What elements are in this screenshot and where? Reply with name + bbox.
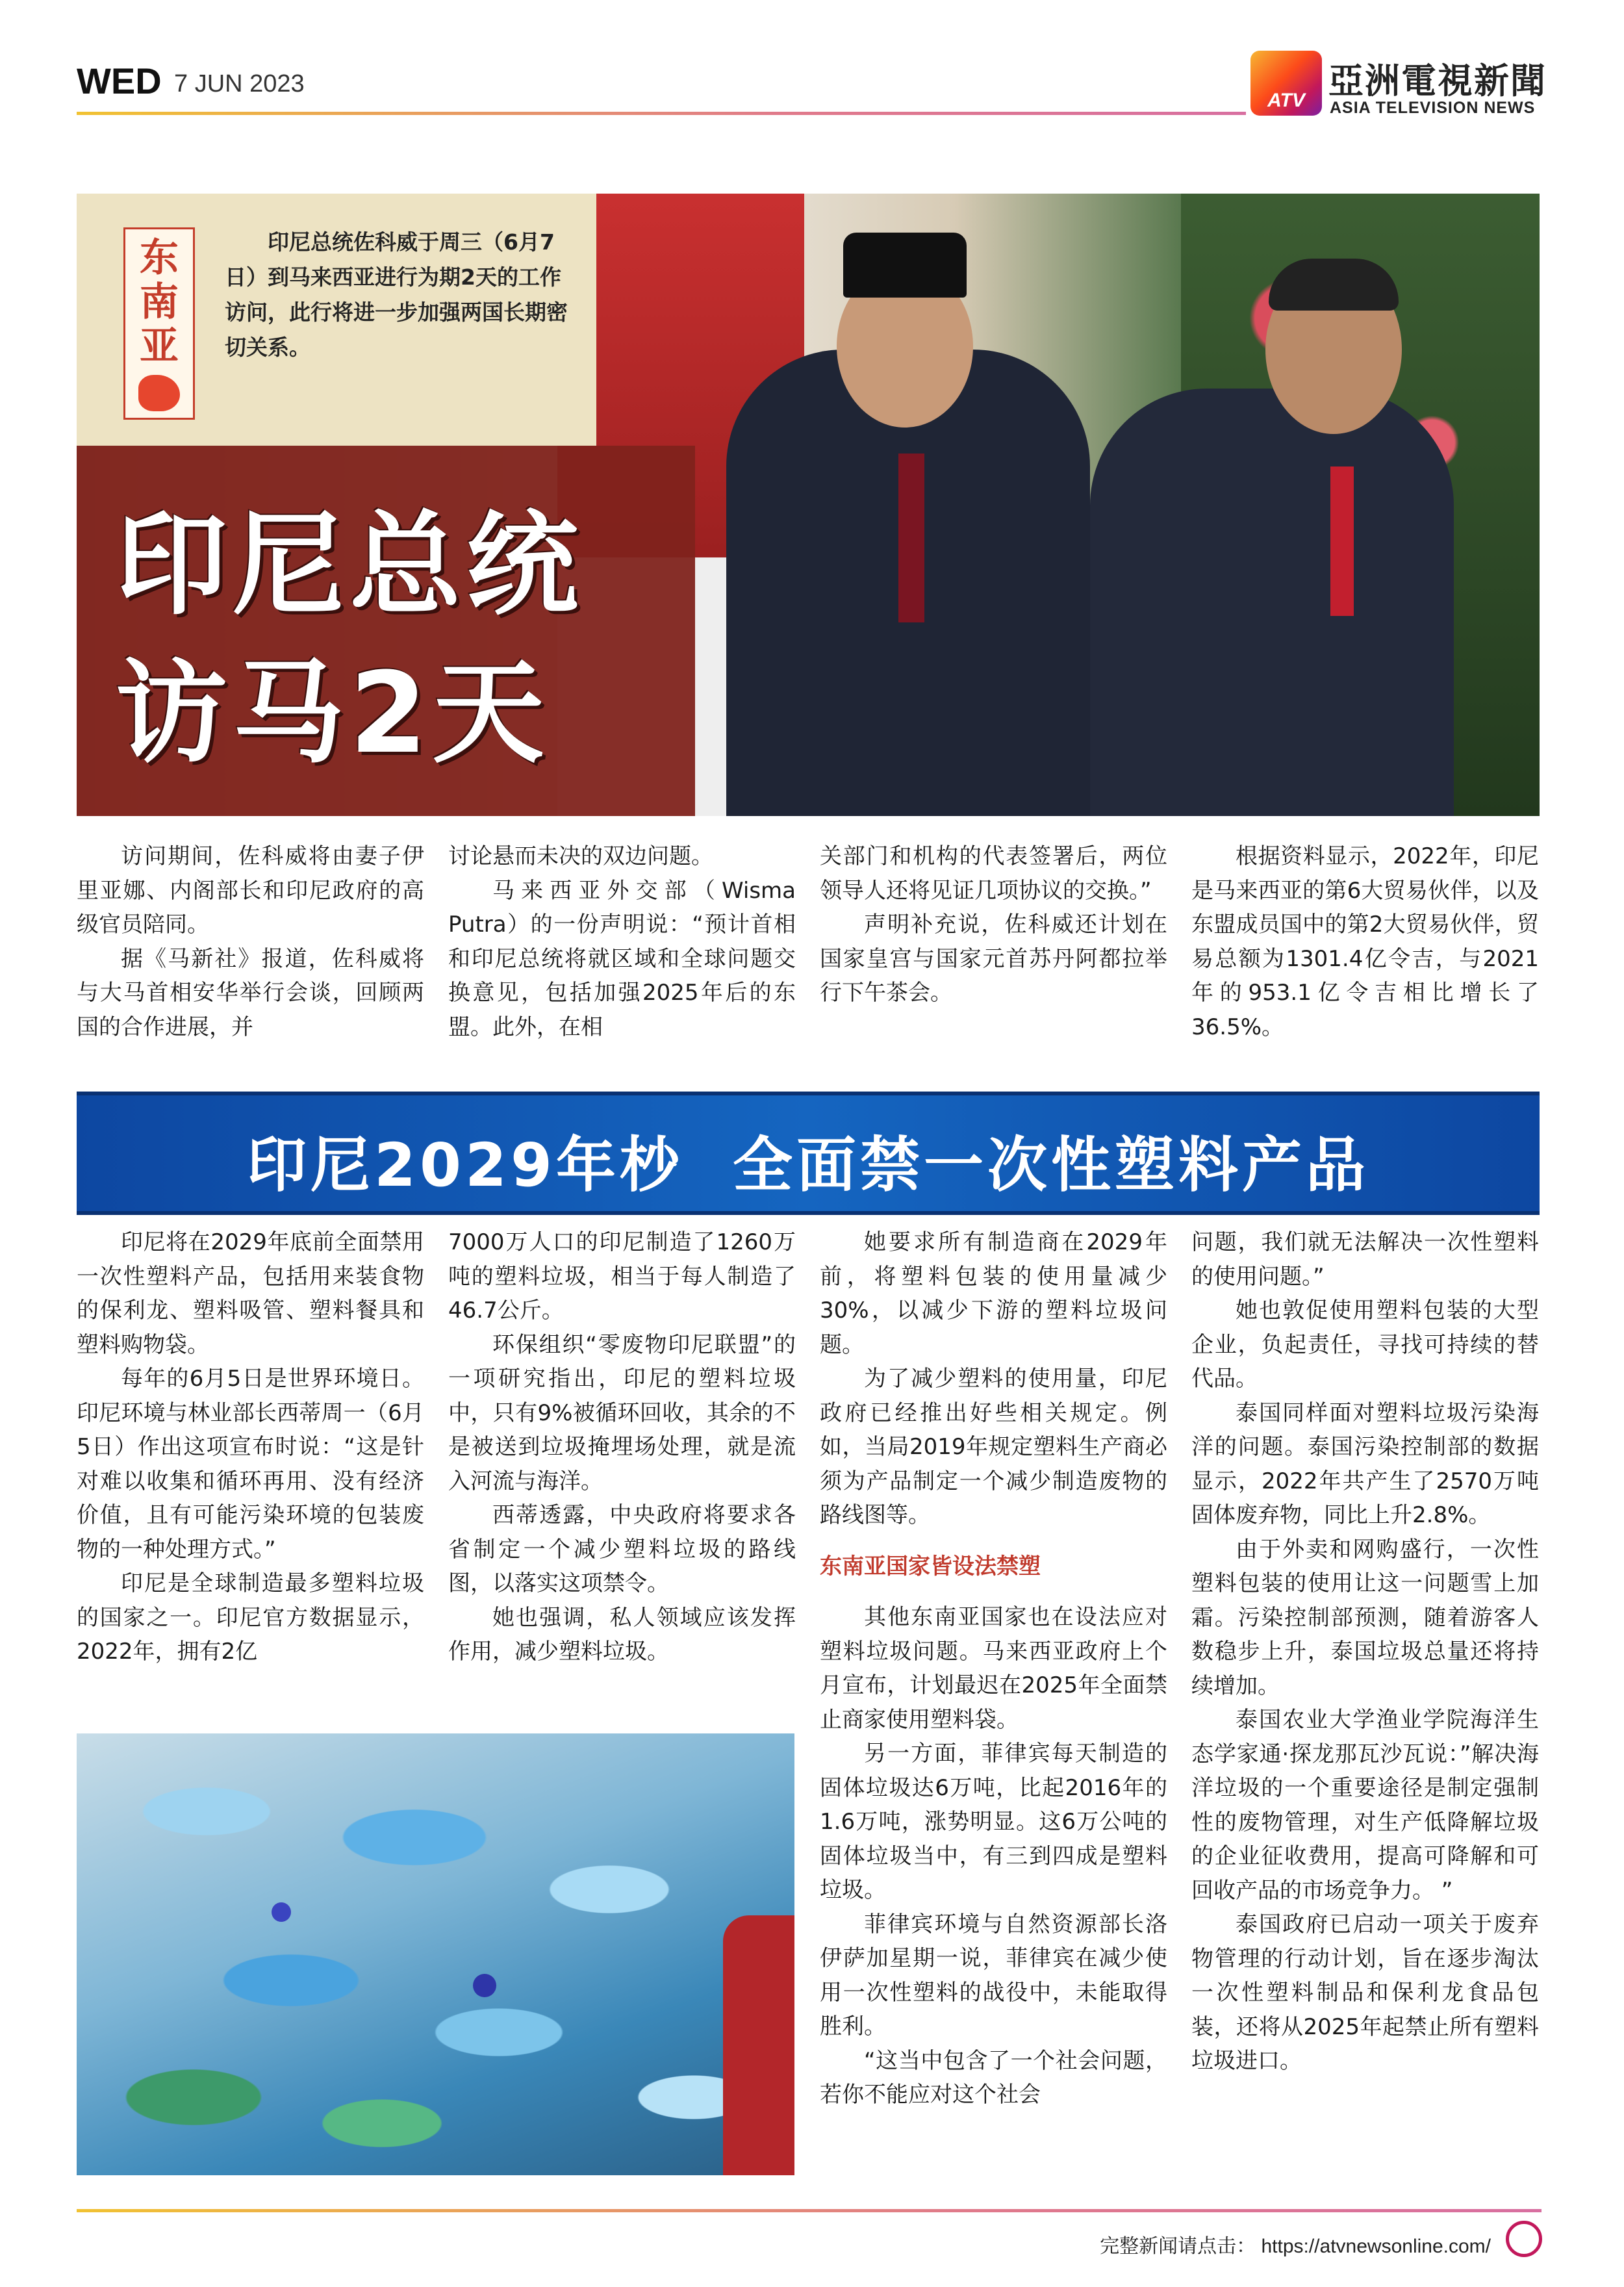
- story1-col1: [77, 839, 424, 1044]
- logo-mark: ATV: [1267, 90, 1305, 111]
- paragraph: 为了减少塑料的使用量，印尼政府已经推出好些相关规定。例如，当局2019年规定塑料生产商必须为产品制定一个减少制造废物的路线图等。: [820, 1366, 1167, 1528]
- paragraph: 西蒂透露，中央政府将要求各省制定一个减少塑料垃圾的路线图，以落实这项禁令。: [448, 1502, 796, 1596]
- paragraph: 每年的6月5日是世界环境日。印尼环境与林业部长西蒂周一（6月5日）作出这项宣布时说：“这是针对难以收集和循环再用、没有经济价值，且有可能污染环境的包装废物的一种处理方式。”: [77, 1366, 424, 1563]
- intro-box: [77, 194, 596, 446]
- paragraph: 泰国同样面对塑料垃圾污染海洋的问题。泰国污染控制部的数据显示，2022年共产生了2570万吨固体废弃物，同比上升2.8%。: [1191, 1399, 1539, 1528]
- section-tag-label: 东南亚: [140, 235, 179, 369]
- paragraph: 另一方面，菲律宾每天制造的固体垃圾达6万吨，比起2016年的1.6万吨，涨势明显。这6万公吨的固体垃圾当中，有三到四成是塑料垃圾。: [820, 1741, 1167, 1903]
- paragraph: “这当中包含了一个社会问题，若你不能应对这个社会: [820, 2047, 1167, 2108]
- paragraph: 泰国农业大学渔业学院海洋生态学家通·探龙那瓦沙瓦说：”解决海洋垃圾的一个重要途径是制定强制性的废物管理，对生产低降解垃圾的企业征收费用，提高可降解和可回收产品的市场竞争力。 ”: [1191, 1707, 1539, 1904]
- main-headline: 印尼总统 访马2天: [116, 500, 583, 778]
- story1-col4: [1191, 839, 1539, 1044]
- paragraph: 马来西亚外交部（Wisma Putra）的一份声明说：“预计首相和印尼总统将就区域和全球问题交换意见，包括加强2025年后的东盟。此外，在相: [448, 877, 796, 1040]
- paragraph: 其他东南亚国家也在设法应对塑料垃圾问题。马来西亚政府上个月宣布，计划最迟在2025年全面禁止商家使用塑料袋。: [820, 1604, 1167, 1733]
- section-tag: [123, 227, 195, 420]
- footer-divider: [77, 2209, 1542, 2212]
- paragraph: 据《马新社》报道，佐科威将与大马首相安华举行会谈，回顾两国的合作进展，并: [77, 945, 424, 1040]
- paragraph: 她也敦促使用塑料包装的大型企业，负起责任，寻找可持续的替代品。: [1191, 1297, 1539, 1392]
- story2-col4: [1191, 1225, 1539, 2078]
- hero-section: [77, 194, 1540, 816]
- footer-link[interactable]: 完整新闻请点击： https://atvnewsonline.com/: [1100, 2236, 1491, 2257]
- paragraph: 印尼是全球制造最多塑料垃圾的国家之一。印尼官方数据显示，2022年，拥有2亿: [77, 1570, 424, 1665]
- logo-chinese-name: 亞洲電視新聞: [1328, 60, 1547, 101]
- paragraph: 访问期间，佐科威将由妻子伊里亚娜、内阁部长和印尼政府的高级官员陪同。: [77, 843, 424, 938]
- globe-icon: [1506, 2221, 1542, 2257]
- issue-day: WED: [77, 60, 162, 101]
- story2-col2: [448, 1225, 796, 1669]
- issue-date: 7 JUN 2023: [174, 70, 305, 97]
- paragraph: 关部门和机构的代表签署后，两位领导人还将见证几项协议的交换。”: [820, 843, 1167, 904]
- paragraph: 菲律宾环境与自然资源部长洛伊萨加星期一说，菲律宾在减少使用一次性塑料的战役中，未能取得胜利。: [820, 1911, 1167, 2039]
- paragraph: 7000万人口的印尼制造了1260万吨的塑料垃圾，相当于每人制造了46.7公斤。: [448, 1229, 796, 1323]
- paragraph: 她也强调，私人领域应该发挥作用，减少塑料垃圾。: [448, 1604, 796, 1665]
- atv-logo-icon: [1250, 51, 1322, 116]
- story2-col3: [820, 1225, 1167, 2112]
- paragraph: 泰国政府已启动一项关于废弃物管理的行动计划，旨在逐步淘汰一次性塑料制品和保利龙食品包装，还将从2025年起禁止所有塑料垃圾进口。: [1191, 1911, 1539, 2074]
- header-divider: [77, 112, 1246, 115]
- story2-headline: 印尼2029年杪 全面禁一次性塑料产品: [246, 1131, 1370, 1200]
- plastic-bottles-photo: [77, 1733, 794, 2175]
- logo-english-name: ASIA TELEVISION NEWS: [1330, 99, 1536, 117]
- page-header: [0, 0, 1624, 123]
- story1-col2: [448, 839, 796, 1044]
- paragraph: 讨论悬而未决的双边问题。: [448, 843, 713, 869]
- map-icon: [138, 375, 180, 411]
- paragraph: 她要求所有制造商在2029年前，将塑料包装的使用量减少30%，以减少下游的塑料垃圾问题。: [820, 1229, 1167, 1358]
- headline-box: [77, 446, 695, 816]
- story2-banner: [77, 1092, 1540, 1215]
- story1-col3: [820, 839, 1167, 1010]
- paragraph: 根据资料显示，2022年，印尼是马来西亚的第6大贸易伙伴，以及东盟成员国中的第2大贸易伙伴，贸易总额为1301.4亿令吉，与2021年的953.1亿令吉相比增长了36.5%。: [1191, 843, 1539, 1040]
- paragraph: 印尼将在2029年底前全面禁用一次性塑料产品，包括用来装食物的保利龙、塑料吸管、塑料餐具和塑料购物袋。: [77, 1229, 424, 1358]
- paragraph: 由于外卖和网购盛行，一次性塑料包装的使用让这一问题雪上加霜。污染控制部预测，随着游客人数稳步上升，泰国垃圾总量还将持续增加。: [1191, 1536, 1539, 1699]
- story2-col1: [77, 1225, 424, 1669]
- story2-subheading: 东南亚国家皆设法禁塑: [820, 1553, 1041, 1579]
- paragraph: 声明补充说，佐科威还计划在国家皇宫与国家元首苏丹阿都拉举行下午茶会。: [820, 912, 1167, 1006]
- paragraph: 环保组织“零废物印尼联盟”的一项研究指出，印尼的塑料垃圾中，只有9%被循环回收，其余的不是被送到垃圾掩埋场处理，就是流入河流与海洋。: [448, 1331, 796, 1494]
- story1-body: [77, 839, 1540, 1054]
- intro-summary: 印尼总统佐科威于周三（6月7日）到马来西亚进行为期2天的工作访问，此行将进一步加强两国长期密切关系。: [225, 229, 568, 360]
- paragraph: 问题，我们就无法解决一次性塑料的使用问题。”: [1191, 1229, 1539, 1290]
